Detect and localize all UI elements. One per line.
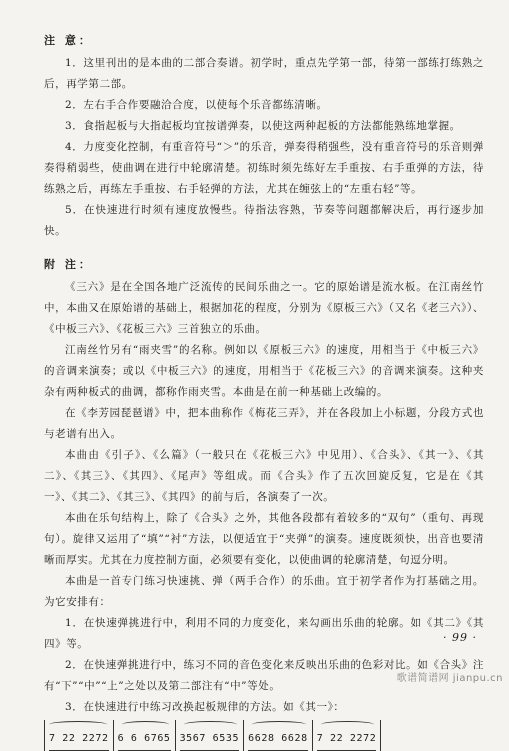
slur-mark: [122, 721, 169, 728]
score-measure: [118, 720, 176, 751]
note-item-5: 5．在快速进行时须有速度放慢些。待指法容熟，节奏等问题都解决后，再行逐步加快。: [44, 204, 484, 237]
appendix-paragraph-9: 3．在快速进行中练习改换起板规律的方法。如《其一》：: [65, 701, 345, 713]
site-watermark: 歌谱简谱网 jianpu.cn: [396, 673, 503, 684]
score-measure: [44, 720, 114, 751]
measure-notes: 7 22 2272: [49, 728, 109, 751]
note-item-2: 2．左右手合作要融洽合度，以使每个乐音都练清晰。: [65, 99, 328, 111]
document-page: [44, 30, 484, 751]
slur-mark: [321, 721, 375, 728]
appendix-paragraph-7: 1．在快速弹挑进行中，利用不同的力度变化，来勾画出乐曲的轮廓。如《其二》《其四》等。: [44, 617, 484, 650]
page-number: · 99 ·: [443, 631, 477, 644]
score-measure: [317, 720, 382, 751]
appendix-paragraph-2: 江南丝竹另有“雨夹雪”的名称。例如以《原板三六》的速度，用相当于《中板三六》的音调来演奏；或以《中板三六》的速度，用相当于《花板三六》的音调来演奏。这种夹杂有两种板式的曲调，都称作雨夹雪。本曲是在前一种基础上改编的。: [44, 344, 484, 398]
score-measure: [180, 720, 245, 751]
appendix-paragraph-1: 《三六》是在全国各地广泛流传的民间乐曲之一。它的原始谱是流水板。在江南丝竹中，本曲又在原始谱的基础上，根据加花的程度，分别为《原板三六》（又名《老三六》）、《中板三六》、《花板三六》三首独立的乐曲。: [44, 281, 484, 335]
score-measure: [248, 720, 313, 751]
slur-mark: [252, 721, 306, 728]
appendix-paragraph-4: 本曲由《引子》、《么篇》（一般只在《花板三六》中见用）、《合头》、《其一》、《其二》、《其三》、《其四》、《尾声》等组成。而《合头》作了五次回旋反复，它是在《其一》、《其二》、《其三》、《其四》的前与后，各演奏了一次。: [44, 449, 484, 503]
appendix-paragraph-3: 在《李芳园琵琶谱》中，把本曲称作《梅花三弄》，并在各段加上小标题，分段方式也与老谱有出入。: [44, 407, 484, 440]
measure-notes: 6628 6628: [248, 728, 308, 751]
appendix-paragraph-8: 2．在快速弹挑进行中，练习不同的音色变化来反映出乐曲的色彩对比。如《合头》注有“下”“中”“上”之处以及第二部注有“中”等处。: [44, 659, 484, 692]
slur-mark: [49, 721, 107, 728]
appendix-paragraph-5: 本曲在乐句结构上，除了《合头》之外，其他各段都有着较多的“双句”（重句、再现句）。旋律又运用了“填”“衬”方法，以便适宜于“夹弹”的演奏。速度既须快，出音也要清晰而厚实。尤其在力度控制方面，必须要有变化，以使曲调的轮廓清楚，句逗分明。: [44, 512, 484, 566]
appendix-heading: 附 注：: [44, 258, 93, 271]
note-item-4: 4．力度变化控制，有重音符号“＞”的乐音，弹奏得稍强些，没有重音符号的乐音则弹奏得稍弱些，使曲调在进行中轮廓清楚。初练时须先练好左手重按、右手重弹的方法，待练熟之后，再练左手重按、右手轻弹的方法，尤其在缠弦上的“左重右轻”等。: [44, 141, 484, 195]
measure-notes: 3567 6535: [180, 728, 240, 751]
appendix-paragraph-6: 本曲是一首专门练习快速挑、弹（两手合作）的乐曲。宜于初学者作为打基础之用。为它安排有：: [44, 575, 484, 608]
note-item-1: 1．这里刊出的是本曲的二部合奏谱。初学时，重点先学第一部，待第一部练打练熟之后，再学第二部。: [44, 57, 484, 90]
notes-heading: 注 意：: [44, 34, 93, 47]
slur-mark: [184, 721, 238, 728]
notation-score: [44, 720, 484, 751]
section-gap: [44, 242, 484, 254]
measure-notes: 7 22 2272: [317, 728, 377, 751]
note-item-3: 3．食指起板与大指起板均宜按谱弹奏，以使这两种起板的方法都能熟练地掌握。: [65, 120, 461, 132]
measure-notes: 6 6 6765: [118, 728, 171, 751]
